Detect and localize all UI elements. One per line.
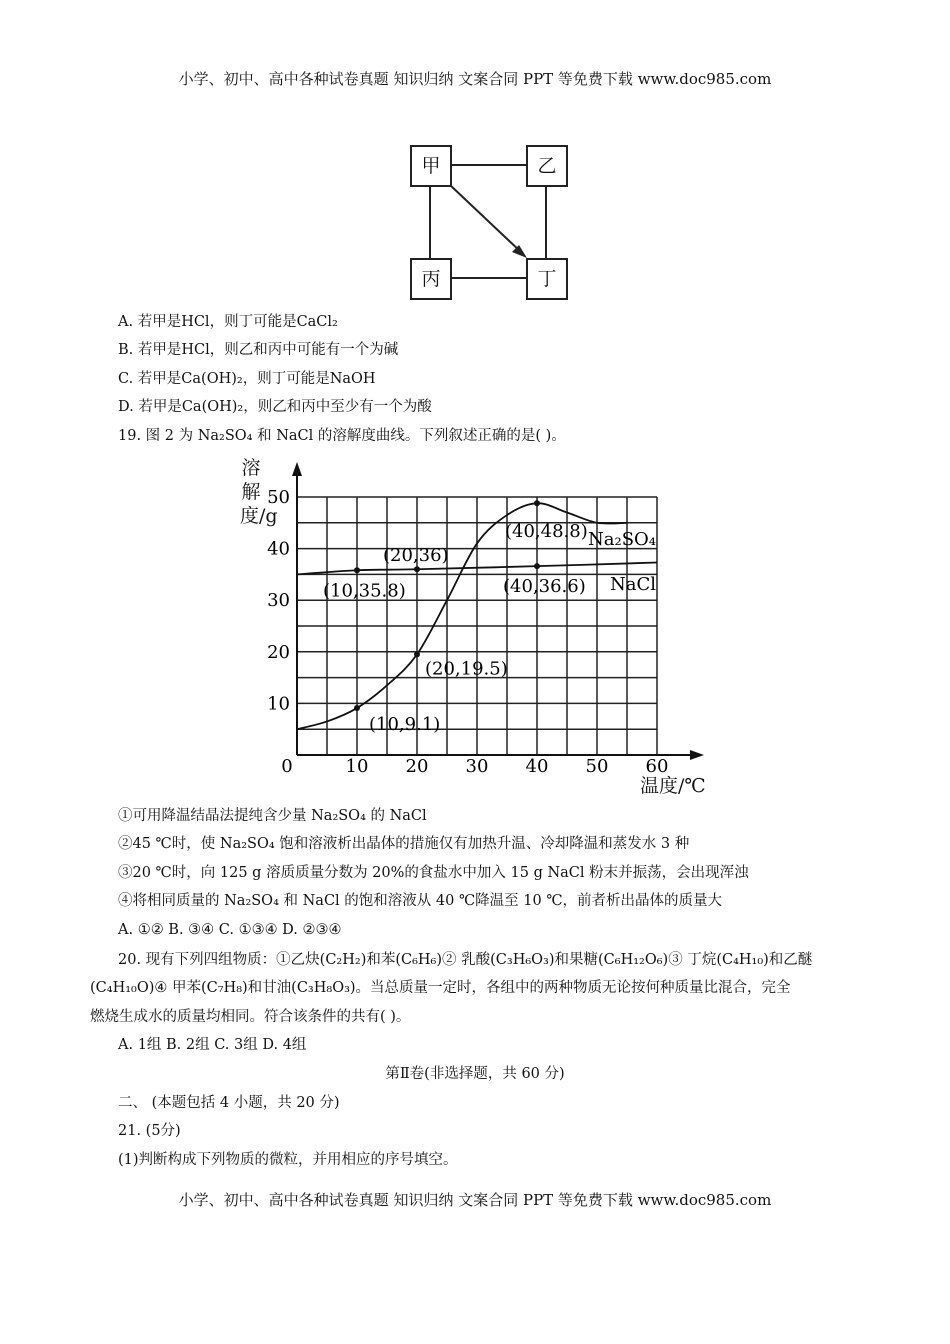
data-point <box>414 651 420 657</box>
q19-stem: 19. 图 2 为 Na₂SO₄ 和 NaCl 的溶解度曲线。下列叙述正确的是( )。 <box>118 428 566 444</box>
x-axis-arrow <box>690 750 704 760</box>
y-axis-arrow <box>292 462 302 476</box>
series-label-na2so4: Na₂SO₄ <box>588 529 657 550</box>
data-label: (10,35.8) <box>323 580 406 602</box>
box-ding: 丁 <box>526 258 568 300</box>
x-tick-label: 10 <box>345 756 369 777</box>
q18-option-b: B. 若甲是HCl，则乙和丙中可能有一个为碱 <box>118 342 399 358</box>
section-title: 第Ⅱ卷(非选择题，共 60 分) <box>385 1066 565 1082</box>
y-axis-label: 溶解度/g <box>240 457 278 527</box>
x-tick-label: 50 <box>585 756 609 777</box>
series-label-nacl: NaCl <box>610 574 657 595</box>
y-tick-label: 20 <box>267 641 290 663</box>
q18-option-a: A. 若甲是HCl，则丁可能是CaCl₂ <box>118 314 338 330</box>
y-tick-label: 50 <box>267 487 290 508</box>
q18-option-c: C. 若甲是Ca(OH)₂，则丁可能是NaOH <box>118 371 376 387</box>
box-bing: 丙 <box>410 258 452 300</box>
x-tick-label: 30 <box>465 756 489 777</box>
q19-statement-1: ①可用降温结晶法提纯含少量 Na₂SO₄ 的 NaCl <box>118 808 427 824</box>
q19-choices: A. ①② B. ③④ C. ①③④ D. ②③④ <box>118 922 342 938</box>
data-label: (40,36.6) <box>503 576 586 598</box>
part-two-heading: 二、 (本题包括 4 小题，共 20 分) <box>118 1095 340 1111</box>
q20-line-3: 燃烧生成水的质量均相同。符合该条件的共有( )。 <box>90 1009 411 1025</box>
q20-choices: A. 1组 B. 2组 C. 3组 D. 4组 <box>118 1037 307 1053</box>
page-footer: 小学、初中、高中各种试卷真题 知识归纳 文案合同 PPT 等免费下载 www.doc985.com <box>178 1191 772 1209</box>
x-tick-label: 60 <box>645 756 669 777</box>
box-yi: 乙 <box>526 145 568 187</box>
data-label: (20,19.5) <box>425 658 508 680</box>
data-label: (10,9.1) <box>369 714 441 736</box>
q18-option-d: D. 若甲是Ca(OH)₂，则乙和丙中至少有一个为酸 <box>118 399 432 415</box>
q19-statement-2: ②45 ℃时，使 Na₂SO₄ 饱和溶液析出晶体的措施仅有加热升温、冷却降温和蒸发水 3 种 <box>118 836 690 852</box>
data-point <box>354 567 360 573</box>
data-label: (20,36) <box>383 545 449 567</box>
data-point <box>414 566 420 572</box>
data-point <box>534 500 540 506</box>
q20-line-2: (C₄H₁₀O)④ 甲苯(C₇H₈)和甘油(C₃H₈O₃)。当总质量一定时，各组中的两种物质无论按何种质量比混合，完全 <box>90 980 791 996</box>
q19-statement-3: ③20 ℃时，向 125 g 溶质质量分数为 20%的食盐水中加入 15 g NaCl 粉末并振荡，会出现浑浊 <box>118 865 749 881</box>
y-tick-label: 30 <box>267 590 290 612</box>
data-point <box>354 705 360 711</box>
q21-part-1: (1)判断构成下列物质的微粒，并用相应的序号填空。 <box>118 1152 458 1168</box>
q20-line-1: 20. 现有下列四组物质：①乙炔(C₂H₂)和苯(C₆H₆)② 乳酸(C₃H₆O₃)和果糖(C₆H₁₂O₆)③ 丁烷(C₄H₁₀)和乙醚 <box>118 952 813 968</box>
data-point <box>534 563 540 569</box>
x-axis-label: 温度/℃ <box>640 775 706 797</box>
x-tick-label: 40 <box>525 756 549 777</box>
q19-statement-4: ④将相同质量的 Na₂SO₄ 和 NaCl 的饱和溶液从 40 ℃降温至 10 ℃，前者析出晶体的质量大 <box>118 893 723 909</box>
q21-heading: 21. (5分) <box>118 1123 181 1139</box>
page-header: 小学、初中、高中各种试卷真题 知识归纳 文案合同 PPT 等免费下载 www.doc985.com <box>178 70 772 88</box>
x-tick-label: 0 <box>281 756 293 777</box>
y-tick-label: 40 <box>267 538 290 560</box>
box-jia: 甲 <box>410 145 452 187</box>
data-label: (40,48.8) <box>505 521 588 543</box>
x-tick-label: 20 <box>405 756 429 777</box>
y-tick-label: 10 <box>267 693 290 715</box>
